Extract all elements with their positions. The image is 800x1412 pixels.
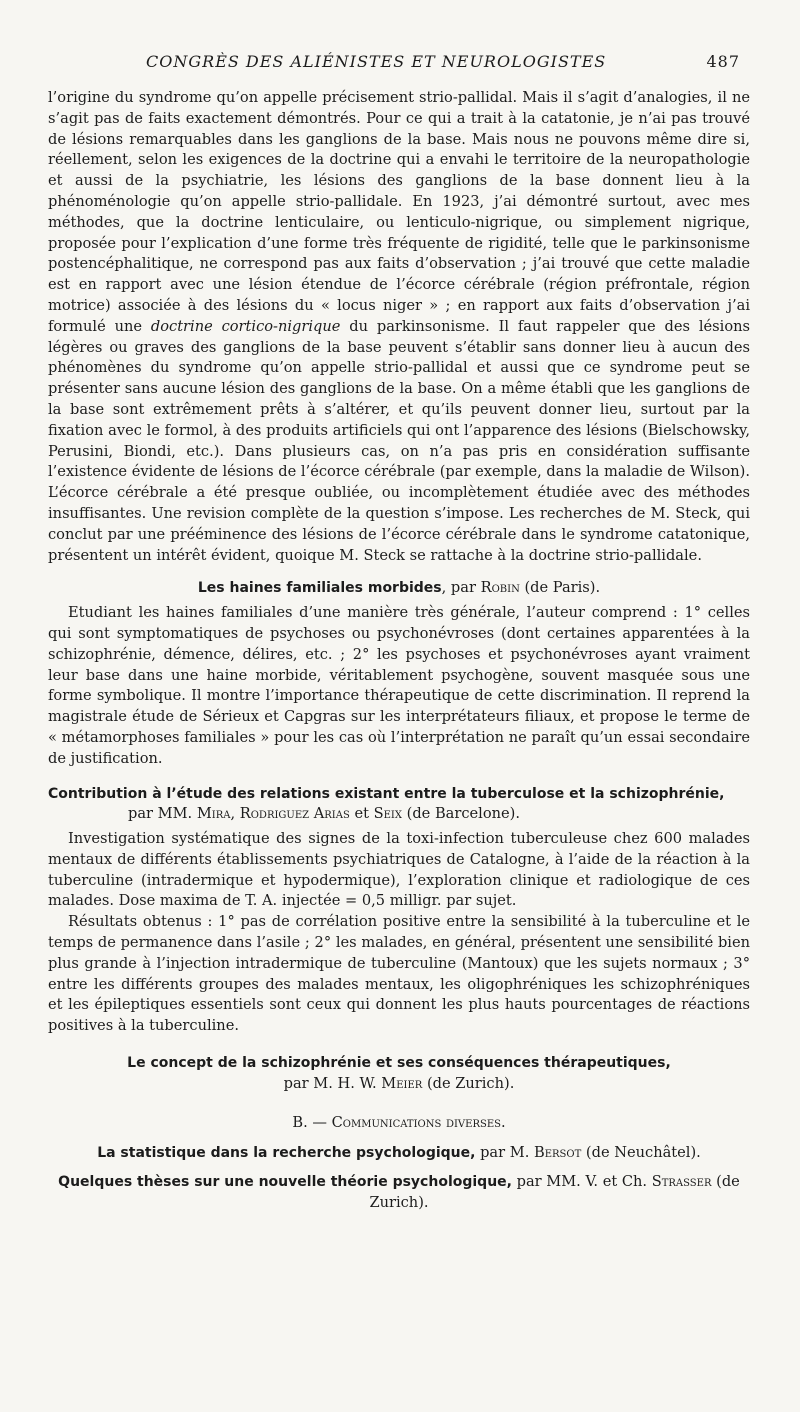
item-by: par M. (480, 1144, 530, 1162)
item-title: La statistique dans la recherche psychologique, (97, 1145, 476, 1162)
section-author: Seix (373, 805, 402, 823)
section-title: Le concept de la schizophrénie et ses conséquences thérapeutiques, (127, 1055, 671, 1072)
section-paragraph: Résultats obtenus : 1° pas de corrélation positive entre la sensibilité à la tuberculine et le temps de permanence dans l’asile ; 2° les malades, en général, présentent une sensibilité bien plus grande à l’injection intradermique de tuberculine (Mantoux) que les sujets normaux ; 3° entre les différents groupes des malades mentaux, les oligophréniques les schizophréniques et les épileptiques essentiels sont ceux qui donnent les plus hauts pourcentages de réactions positives à la tuberculine. (48, 913, 750, 1035)
item-heading-theses (48, 1172, 750, 1214)
subsection-heading (48, 1113, 750, 1134)
section-title: Contribution à l’étude des relations existant entre la tuberculose et la schizophrénie, (48, 785, 725, 802)
section-heading-haines (48, 578, 750, 599)
section-author: Robin (480, 579, 520, 597)
opening-paragraph (48, 88, 750, 566)
section-title: Les haines familiales morbides (197, 580, 442, 597)
section-place: (de Zurich). (426, 1074, 515, 1092)
section-and: et (354, 805, 369, 823)
running-title: CONGRÈS DES ALIÉNISTES ET NEUROLOGISTES (146, 52, 607, 71)
section-authors: Mira, Rodriguez Arias (196, 805, 350, 823)
section-by: , par (441, 579, 476, 597)
subsection-label: B. — (292, 1113, 332, 1131)
section-paragraph: Etudiant les haines familiales d’une manière très générale, l’auteur comprend : 1° celles qui sont symptomatiques de psychoses ou psychonévroses (dont certaines apparentées à la schizophrénie, démence, délires, etc. ; 2° les psychoses et psychonévroses ayant vraiment leur base dans une haine morbide, véritablement psychogène, souvent masquée sous une forme symbolique. Il montre l’importance thérapeutique de cette discrimination. Il reprend la magistrale étude de Sérieux et Capgras sur les interprétateurs filiaux, et propose le terme de « métamorphoses familiales » pour les cas où l’interprétation ne paraît qu’un essai secondaire de justification. (48, 604, 750, 767)
item-place: (de Neuchâtel). (585, 1144, 701, 1162)
page-number: 487 (706, 52, 740, 71)
section-place: (de Paris). (524, 579, 601, 597)
item-by: par MM. V. et Ch. (516, 1173, 648, 1191)
item-author: Strasser (651, 1173, 712, 1191)
section-by: par M. H. W. (283, 1074, 377, 1092)
section-heading-tuberculose (48, 784, 750, 826)
section-paragraph: Investigation systématique des signes de la toxi-infection tuberculeuse chez 600 malades mentaux de différents établissements psychiatriques de Catalogne, à l’aide de la réaction à la tuberculine (intradermique et hypodermique), l’exploration clinique et radiologique de ces malades. Dose maxima de T. A. injectée = 0,5 milligr. par sujet. (48, 830, 750, 910)
item-heading-statistique (48, 1143, 750, 1164)
section-place: (de Barcelone). (406, 805, 520, 823)
page-body (48, 88, 750, 1218)
item-title: Quelques thèses sur une nouvelle théorie psychologique, (58, 1174, 512, 1191)
page-header (48, 52, 740, 76)
subsection-title: Communications diverses. (331, 1113, 506, 1131)
item-author: Bersot (533, 1144, 582, 1162)
section-author: Meier (381, 1074, 423, 1092)
section-by: par MM. (128, 805, 193, 823)
section-heading-schizophrenie (48, 1053, 750, 1095)
item-place: (de Zurich). (369, 1173, 740, 1212)
opening-text-part2: du parkinsonisme. Il faut rappeler que des lésions légères ou graves des ganglions de la base peuvent s’établir sans donner lieu à aucun des phénomènes du syndrome qu’on appelle strio-pallidal et aussi que ce syndrome peut se présenter sans aucune lésion des ganglions de la base. On a même établi que les ganglions de la base sont extrêmement prêts à s’altérer, et qu’ils peuvent donner lieu, surtout par la fixation avec le formol, à des produits artificiels qui ont l’apparence des lésions (Bielschowsky, Perusini, Biondi, etc.). Dans plusieurs cas, on n’a pas pris en considération suffisante l’existence évidente de lésions de l’écorce cérébrale (par exemple, dans la maladie de Wilson). L’écorce cérébrale a été presque oubliée, ou incomplètement étudiée avec des méthodes insuffisantes. Une revision complète de la question s’impose. Les recherches de M. Steck, qui conclut par une prééminence des lésions de l’écorce cérébrale dans le syndrome catatonique, présentent un intérêt évident, quoique M. Steck se rattache à la doctrine strio-pallidale. (48, 317, 750, 564)
opening-italic-term: doctrine cortico-nigrique (150, 317, 341, 335)
opening-text-part1: l’origine du syndrome qu’on appelle précisement strio-pallidal. Mais il s’agit d’analogies, il ne s’agit pas de faits exactement démontrés. Pour ce qui a trait à la catatonie, je n’ai pas trouvé de lésions remarquables dans les ganglions de la base. Mais nous ne pouvons même dire si, réellement, selon les exigences de la doctrine qui a envahi le territoire de la neuropathologie et aussi de la psychiatrie, les lésions des ganglions de la base donnent lieu à la phénoménologie qu’on appelle strio-pallidale. En 1923, j’ai démontré surtout, avec mes méthodes, que la doctrine lenticulaire, ou lenticulo-nigrique, ou simplement nigrique, proposée pour l’explication d’une forme très fréquente de rigidité, telle que le parkinsonisme postencéphalitique, ne correspond pas aux faits d’observation ; j’ai trouvé que cette maladie est en rapport avec une lésion étendue de l’écorce cérébrale (région préfrontale, région motrice) associée à des lésions du « locus niger » ; en rapport aux faits d’observation j’ai formulé une (48, 89, 750, 335)
